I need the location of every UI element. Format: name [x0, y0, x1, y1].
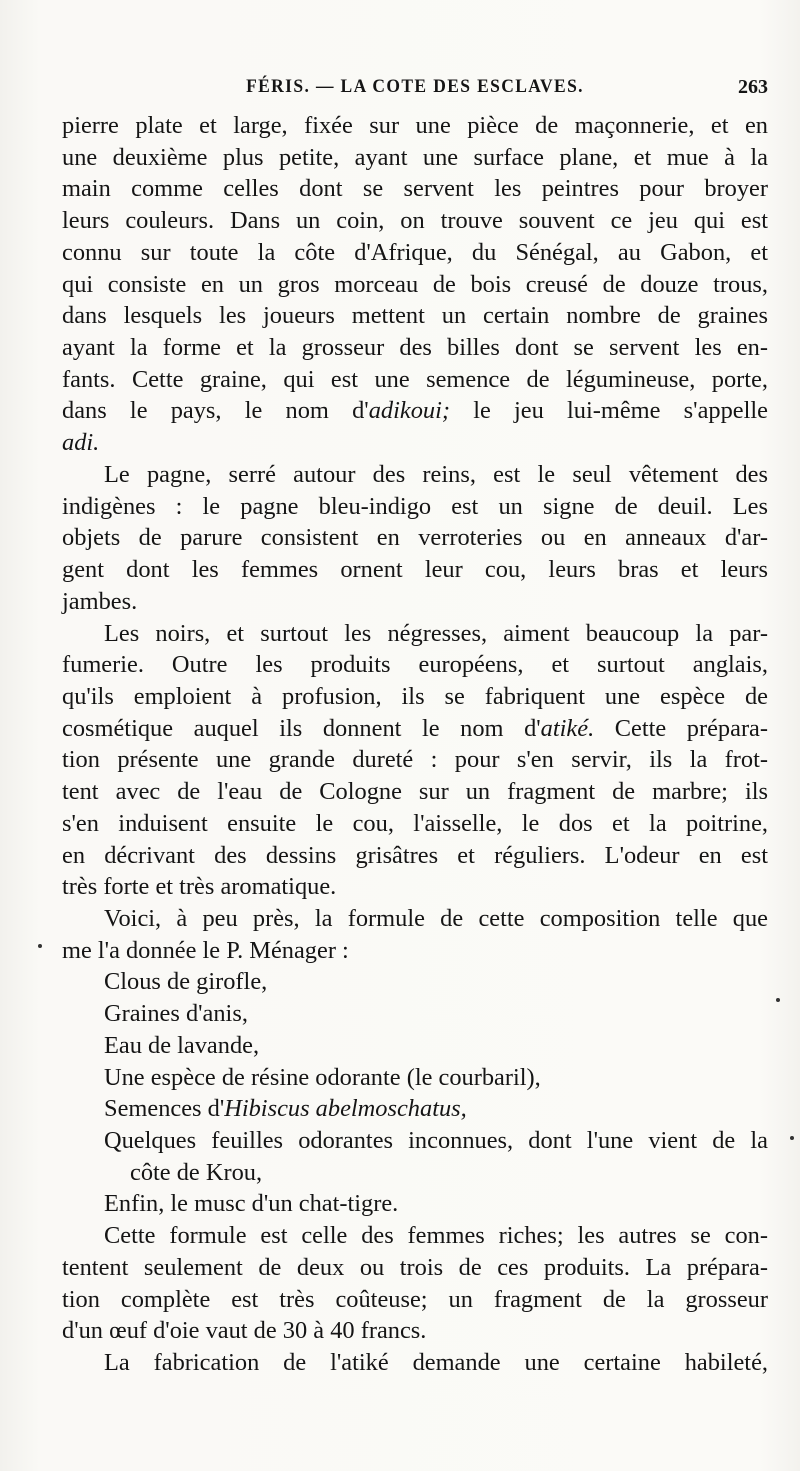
text-line: tentent seulement de deux ou trois de ces produits. La prépara-	[62, 1253, 768, 1281]
text-line: tion complète est très coûteuse; un fragment de la grosseur	[62, 1285, 768, 1313]
text-line: d'un œuf d'oie vaut de 30 à 40 francs.	[62, 1317, 427, 1345]
text-segment: Cette prépara-	[594, 714, 769, 742]
margin-speck	[776, 998, 780, 1002]
text-line: jambes.	[62, 587, 138, 615]
list-item: Graines d'anis,	[104, 1000, 248, 1028]
paragraph-start: La fabrication de l'atiké demande une certaine habileté,	[104, 1349, 768, 1377]
text-line: en décrivant des dessins grisâtres et réguliers. L'odeur en est	[62, 841, 768, 869]
text-line: s'en induisent ensuite le cou, l'aisselle, le dos et la poitrine,	[62, 809, 768, 837]
running-head	[62, 76, 768, 106]
text-line: fumerie. Outre les produits européens, et surtout anglais,	[62, 651, 768, 679]
list-item	[62, 1093, 768, 1125]
page-number: 263	[738, 76, 768, 98]
list-item: Clous de girofle,	[104, 968, 268, 996]
text-line: dans lesquels les joueurs mettent un certain nombre de graines	[62, 302, 768, 330]
paragraph-start: Cette formule est celle des femmes riches; les autres se con-	[104, 1222, 768, 1250]
text-line: connu sur toute la côte d'Afrique, du Sénégal, au Gabon, et	[62, 238, 768, 266]
text-line	[62, 427, 768, 459]
list-item: Une espèce de résine odorante (le courbaril),	[104, 1063, 541, 1091]
text-segment: le jeu lui-même s'appelle	[450, 397, 768, 425]
list-item: Enfin, le musc d'un chat-tigre.	[104, 1190, 399, 1218]
text-line	[62, 395, 768, 427]
text-line: très forte et très aromatique.	[62, 873, 337, 901]
text-line: leurs couleurs. Dans un coin, on trouve souvent ce jeu qui est	[62, 207, 768, 235]
text-segment: cosmétique auquel ils donnent le nom d'	[62, 714, 541, 742]
italic-term: Hibiscus abelmoschatus,	[224, 1095, 467, 1123]
italic-term: atiké.	[540, 714, 595, 742]
italic-term: adi.	[62, 429, 100, 457]
text-line: une deuxième plus petite, ayant une surface plane, et mue à la	[62, 143, 768, 171]
paragraph-start: Les noirs, et surtout les négresses, aiment beaucoup la par-	[104, 619, 768, 647]
text-segment: dans le pays, le nom d'	[62, 397, 369, 425]
running-title: FÉRIS. — LA COTE DES ESCLAVES.	[246, 76, 584, 97]
text-line: tion présente une grande dureté : pour s'en servir, ils la frot-	[62, 746, 768, 774]
text-line	[62, 713, 768, 745]
body-text	[62, 110, 768, 1379]
list-item: Quelques feuilles odorantes inconnues, dont l'une vient de la	[104, 1127, 768, 1154]
text-segment: Semences d'	[104, 1095, 225, 1123]
text-line: ayant la forme et la grosseur des billes dont se servent les en-	[62, 334, 768, 362]
text-line: me l'a donnée le P. Ménager :	[62, 936, 349, 964]
text-line: indigènes : le pagne bleu-indigo est un signe de deuil. Les	[62, 492, 768, 520]
list-item: Eau de lavande,	[104, 1031, 260, 1059]
text-line: gent dont les femmes ornent leur cou, leurs bras et leurs	[62, 556, 768, 584]
text-line: pierre plate et large, fixée sur une pièce de maçonnerie, et en	[62, 112, 768, 139]
text-line: objets de parure consistent en verroteries ou en anneaux d'ar-	[62, 524, 768, 552]
text-line: qui consiste en un gros morceau de bois creusé de douze trous,	[62, 270, 768, 298]
list-item-continuation: côte de Krou,	[130, 1158, 263, 1186]
margin-speck	[38, 944, 42, 948]
text-line: tent avec de l'eau de Cologne sur un fragment de marbre; ils	[62, 778, 768, 806]
italic-term: adikoui;	[368, 397, 450, 425]
text-line: qu'ils emploient à profusion, ils se fabriquent une espèce de	[62, 682, 768, 710]
margin-speck	[790, 1136, 794, 1140]
text-line: fants. Cette graine, qui est une semence de légumineuse, porte,	[62, 365, 768, 393]
text-line: main comme celles dont se servent les peintres pour broyer	[62, 175, 768, 203]
paragraph-start: Le pagne, serré autour des reins, est le seul vêtement des	[104, 460, 768, 488]
paragraph-start: Voici, à peu près, la formule de cette composition telle que	[104, 904, 768, 932]
